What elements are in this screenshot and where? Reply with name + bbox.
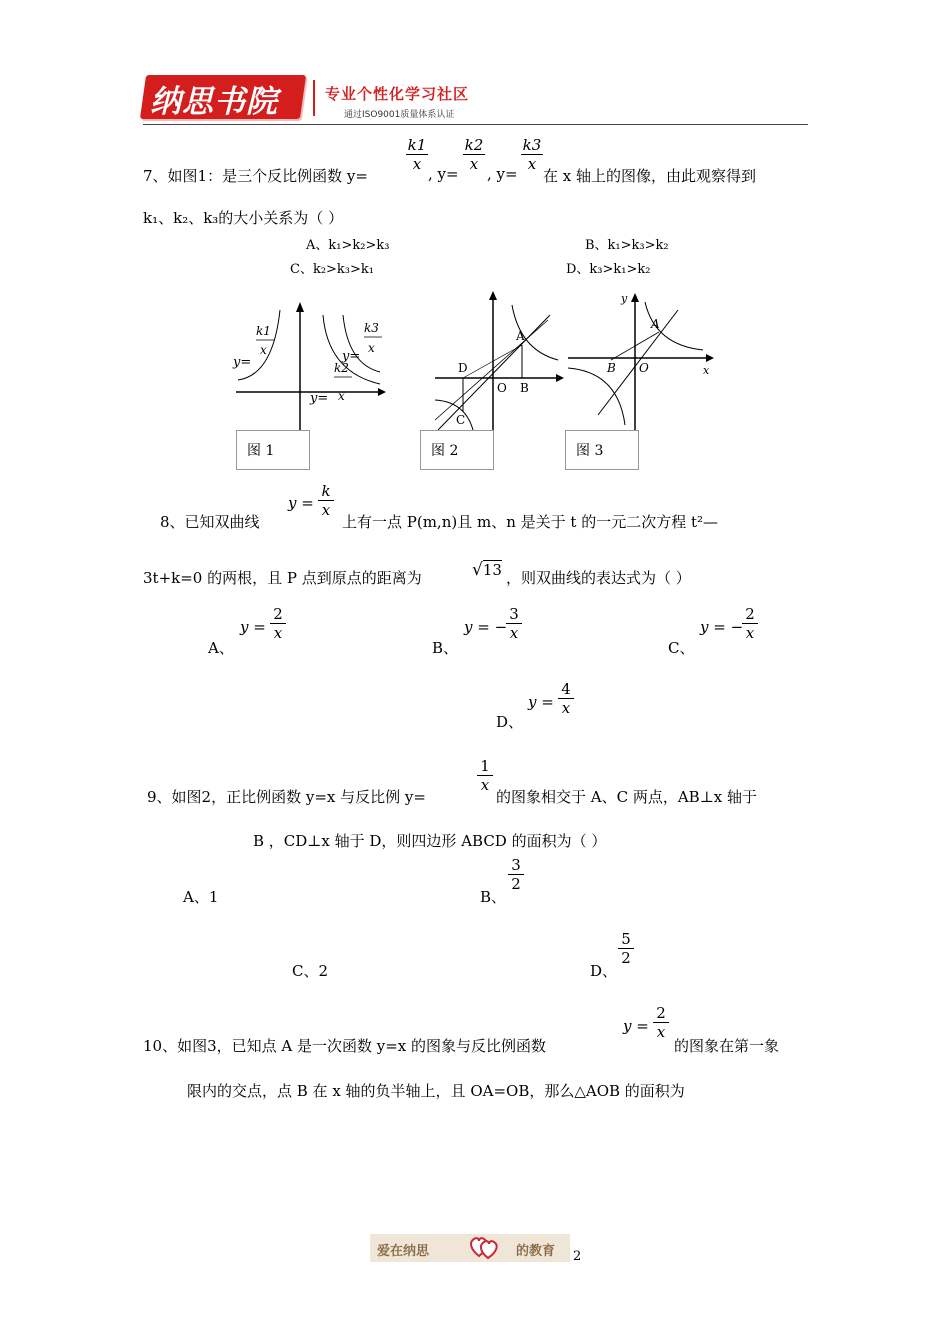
q8-option-d-label: D、	[496, 713, 524, 731]
q9-line2: B ，CD⊥x 轴于 D，则四边形 ABCD 的面积为（ ）	[253, 832, 607, 850]
q8-option-c-lhs: y = −	[700, 618, 744, 636]
q8-option-c-fraction: $\frac{2}{x}$	[742, 605, 758, 642]
footer-left-text: 爱在纳思	[377, 1244, 430, 1259]
fig2-label-a: A	[516, 329, 525, 343]
fig2-line-yx	[438, 315, 550, 430]
fig3-label-a: A	[651, 317, 660, 331]
fig2-aux-line	[435, 320, 548, 420]
q7-sep2: , y=	[487, 165, 518, 183]
figure-2-caption-box	[420, 430, 494, 470]
fig3-curve-q3	[568, 368, 625, 425]
q8-line2-post: ，则双曲线的表达式为（ ）	[506, 569, 691, 587]
q7-option-b: B、k₁>k₃>k₂	[585, 238, 669, 253]
fig1-label-y2: y=	[310, 391, 329, 406]
fig1-label-y1: y=	[233, 355, 252, 370]
figure-3-caption: 图 3	[576, 443, 604, 459]
q7-option-a: A、k₁>k₂>k₃	[306, 238, 390, 253]
slogan: 专业个性化学习社区	[325, 85, 470, 103]
fig3-label-o: O	[639, 361, 649, 375]
q9-line1-pre: 9、如图2，正比例函数 y=x 与反比例 y=	[147, 788, 426, 806]
q8-line1-pre: 8、已知双曲线	[160, 513, 260, 531]
q8-option-b-label: B、	[432, 639, 459, 657]
fig1-label-y3: y=	[342, 349, 361, 364]
header-rule	[143, 124, 808, 125]
q7-option-c: C、k₂>k₃>k₁	[290, 262, 374, 277]
q9-option-a: A、1	[183, 888, 219, 906]
figure-1-caption-box	[236, 430, 310, 470]
fig1-label-x2: x	[338, 389, 345, 403]
fig3-label-b: B	[607, 361, 616, 375]
q9-option-c: C、2	[292, 962, 329, 980]
figure-3-caption-box	[565, 430, 639, 470]
fig1-label-x1: x	[260, 343, 267, 357]
fig1-x-arrow	[378, 388, 386, 396]
fig3-label-x: x	[703, 364, 710, 377]
q7-option-d: D、k₃>k₁>k₂	[566, 262, 651, 277]
fig1-y-arrow	[296, 302, 304, 312]
q10-line1-post: 的图象在第一象	[674, 1037, 780, 1055]
fig2-y-arrow	[489, 291, 497, 300]
figure-1	[228, 300, 388, 435]
fig3-label-y: y	[621, 292, 628, 305]
q9-option-d-fraction: $\frac{5}{2}$	[618, 930, 634, 967]
q8-sqrt: √13	[472, 560, 502, 580]
q8-option-c-label: C、	[668, 639, 695, 657]
logo: 纳思书院	[150, 84, 278, 120]
q7-line1-post: 在 x 轴上的图像，由此观察得到	[543, 167, 756, 185]
q7-sep1: , y=	[428, 165, 459, 183]
fig2-label-o: O	[497, 381, 507, 395]
q7-fraction-k3: $\frac{k3}{x}$	[522, 136, 542, 173]
q10-fraction: $\frac{2}{x}$	[653, 1004, 669, 1041]
fig1-label-x3: x	[368, 341, 375, 355]
q8-option-a-fraction: $\frac{2}{x}$	[270, 605, 286, 642]
fig3-y-arrow	[631, 293, 639, 302]
q8-sqrt-value: 13	[482, 561, 502, 579]
q8-eq-y: y =	[288, 494, 314, 512]
q8-option-a-lhs: y =	[240, 618, 266, 636]
q8-option-d-fraction: $\frac{4}{x}$	[558, 680, 574, 717]
figure-3	[563, 290, 718, 440]
q7-fraction-k2: $\frac{k2}{x}$	[464, 136, 484, 173]
fig1-label-k2: k2	[334, 361, 349, 375]
slogan-subtitle: 通过ISO9001质量体系认证	[344, 110, 455, 120]
fig2-label-d: D	[458, 361, 468, 375]
fig2-label-c: C	[456, 413, 466, 427]
fig2-label-b: B	[520, 381, 529, 395]
q8-line1-post: 上有一点 P(m,n)且 m、n 是关于 t 的一元二次方程 t²—	[342, 513, 719, 531]
q9-line1-post: 的图象相交于 A、C 两点，AB⊥x 轴于	[496, 788, 758, 806]
figure-2	[430, 290, 565, 440]
page-number: 2	[573, 1249, 582, 1264]
q10-eq-y: y =	[623, 1017, 649, 1035]
q8-option-b-fraction: $\frac{3}{x}$	[506, 605, 522, 642]
q8-option-d-lhs: y =	[528, 693, 554, 711]
fig1-label-k3: k3	[364, 321, 379, 335]
q10-line1-pre: 10、如图3，已知点 A 是一次函数 y=x 的图象与反比例函数	[143, 1037, 547, 1055]
heart-icon	[468, 1234, 500, 1262]
q8-option-a-label: A、	[208, 639, 234, 657]
q8-option-b-lhs: y = −	[464, 618, 508, 636]
q9-option-b-label: B、	[480, 888, 507, 906]
q7-fraction-k1: $\frac{k1}{x}$	[407, 136, 427, 173]
q7-line1-pre: 7、如图1：是三个反比例函数 y=	[143, 167, 368, 185]
fig1-label-k1: k1	[256, 324, 271, 338]
figure-1-caption: 图 1	[247, 443, 275, 459]
figure-2-caption: 图 2	[431, 443, 459, 459]
logo-separator	[313, 80, 315, 116]
q9-option-b-fraction: $\frac{3}{2}$	[508, 856, 524, 893]
q8-fraction-k: $\frac{k}{x}$	[318, 482, 334, 519]
q9-fraction: $\frac{1}{x}$	[477, 757, 493, 794]
footer-right-text: 的教育	[516, 1244, 556, 1259]
fig3-x-arrow	[706, 354, 714, 362]
q8-line2-pre: 3t+k=0 的两根，且 P 点到原点的距离为	[143, 569, 422, 587]
q10-line2: 限内的交点，点 B 在 x 轴的负半轴上，且 OA=OB，那么△AOB 的面积为	[187, 1082, 685, 1100]
q9-option-d-label: D、	[590, 962, 618, 980]
q7-line2: k₁、k₂、k₃的大小关系为（ ）	[143, 209, 344, 227]
